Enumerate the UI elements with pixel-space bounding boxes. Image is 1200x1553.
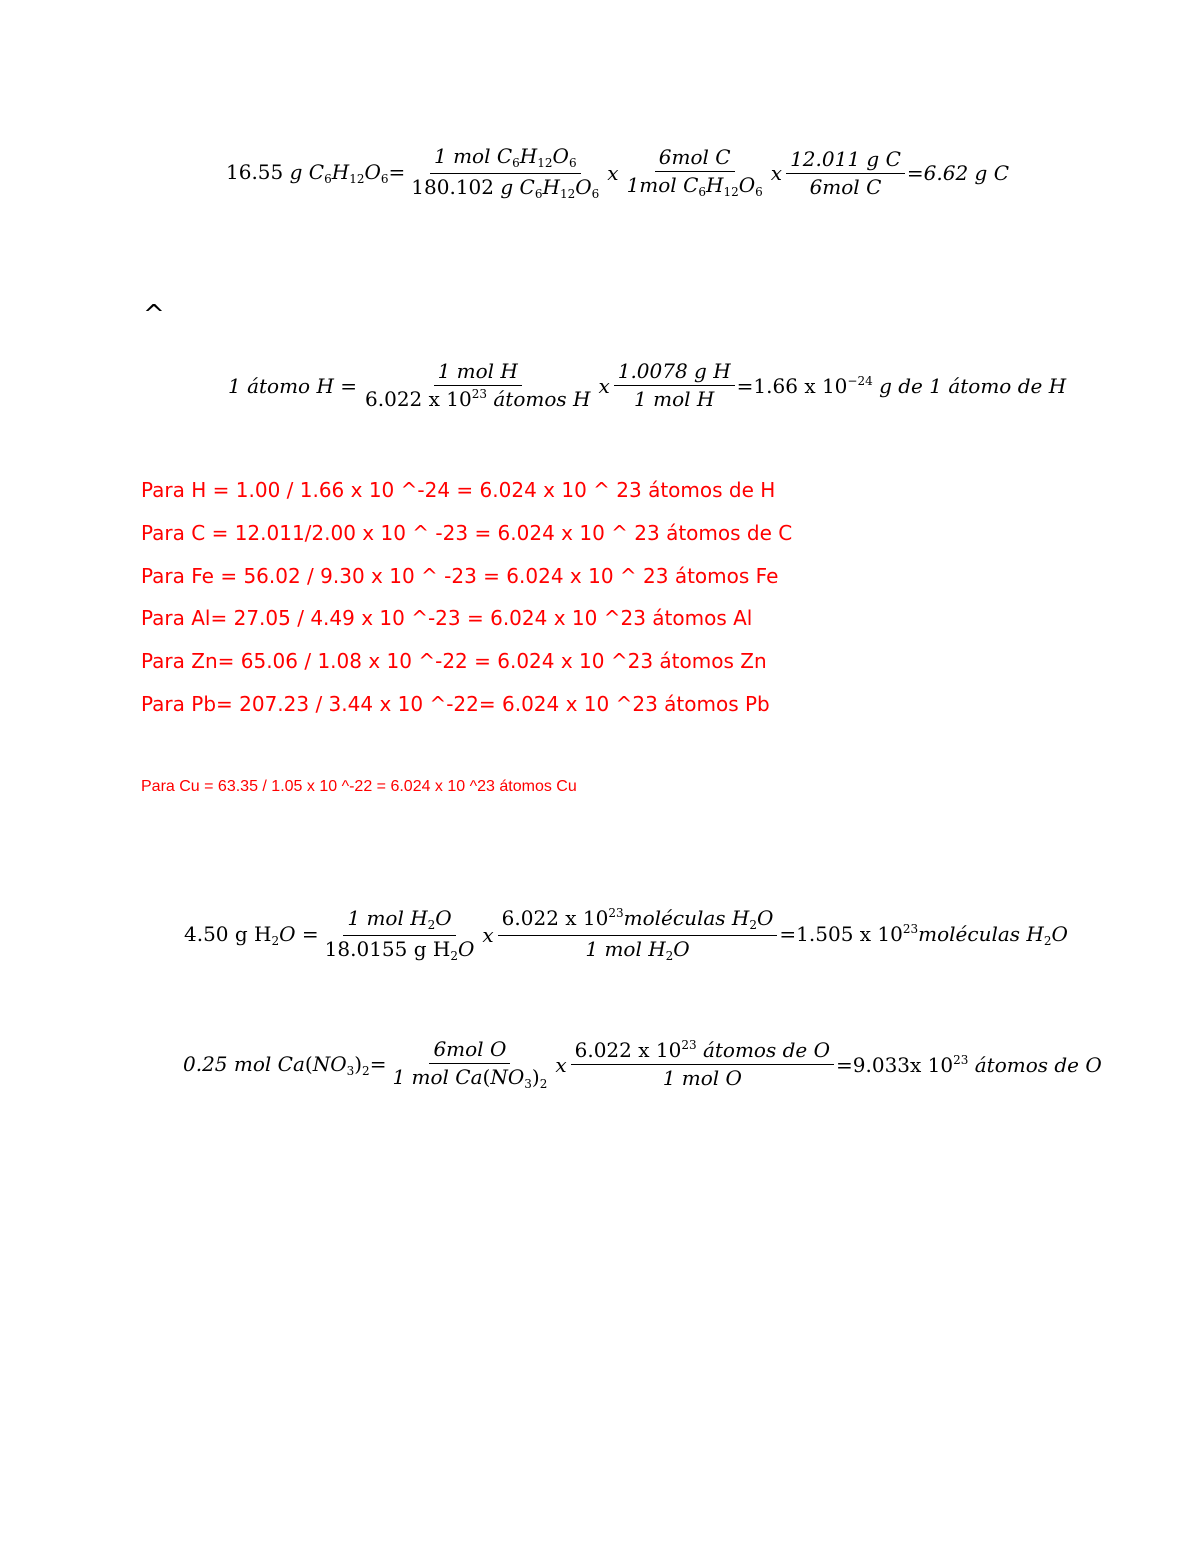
red-line-copper: Para Cu = 63.35 / 1.05 x 10 ^-22 = 6.024 x 10 ^23 átomos Cu	[141, 778, 577, 795]
eq2-times: x	[598, 373, 610, 398]
eq4-fraction-avogadro: $\frac{6.022 x 10^{23} átomos de O}{\text{1 mol O}}$	[571, 1039, 834, 1090]
eq4-result: =9.033x $10^{23}$ átomos de O	[836, 1052, 1102, 1077]
eq2-fraction-hydrogen-mass: $\frac{\text{1.0078 g H}}{\text{1 mol H}}$	[614, 360, 735, 411]
eq1-fraction-molar-mass: $\frac{1 mol C_6H_{12}O_6}{180.102 g C_6H_{12}O_6}$	[411, 144, 600, 201]
red-line-lead: Para Pb= 207.23 / 3.44 x 10 ^-22= 6.024 x 10 ^23 átomos Pb	[141, 692, 770, 716]
eq3-fraction-avogadro: $\frac{6.022 x 10^{23}moléculas H_2O}{1 mol H_2O}$	[498, 907, 778, 964]
equation-glucose-carbon-mass	[226, 145, 1009, 202]
equation-hydrogen-atom-mass	[228, 360, 1066, 411]
eq3-result: =1.505 x $10^{23}moléculas$ $H_2O$	[779, 922, 1068, 949]
eq1-times-1: x	[607, 161, 619, 186]
eq4-times: x	[555, 1052, 567, 1077]
red-line-zinc: Para Zn= 65.06 / 1.08 x 10 ^-22 = 6.024 x 10 ^23 átomos Zn	[141, 649, 767, 673]
eq4-fraction-mole-ratio: $\frac{\text{6mol O}}{1 mol Ca(NO_3)_2}$	[392, 1037, 548, 1091]
equation-calcium-nitrate-oxygen	[183, 1038, 1102, 1092]
eq1-lhs: 16.55 g $C_6H_{12}O_6=$	[226, 160, 406, 187]
eq3-times: x	[482, 923, 494, 948]
eq2-result: =1.66 x $10^{-24}$ g de 1 átomo de H	[736, 373, 1067, 398]
red-line-iron: Para Fe = 56.02 / 9.30 x 10 ^ -23 = 6.024 x 10 ^ 23 átomos Fe	[141, 564, 779, 588]
eq3-fraction-molar-mass: $\frac{1 mol H_2O}{18.0155 g H_2O}$	[324, 906, 475, 963]
eq2-fraction-avogadro: $\frac{\text{1 mol H}}{6.022 x 10^{23} átomos H}$	[365, 359, 591, 411]
caret-symbol: ^	[143, 300, 165, 330]
red-line-carbon: Para C = 12.011/2.00 x 10 ^ -23 = 6.024 x 10 ^ 23 átomos de C	[141, 521, 793, 545]
equation-water-molecules	[184, 907, 1068, 964]
eq2-lhs: 1 átomo H =	[228, 373, 358, 398]
red-line-aluminum: Para Al= 27.05 / 4.49 x 10 ^-23 = 6.024 x 10 ^23 átomos Al	[141, 606, 753, 630]
red-line-hydrogen: Para H = 1.00 / 1.66 x 10 ^-24 = 6.024 x 10 ^ 23 átomos de H	[141, 478, 776, 502]
eq4-lhs: 0.25 mol $Ca(NO_3)_2=$	[183, 1051, 387, 1078]
eq1-fraction-mole-ratio: $\frac{\text{6mol C}}{1mol C_6H_{12}O_6}$	[626, 145, 763, 200]
eq1-fraction-carbon-mass: $\frac{\text{12.011 g C}}{\text{6mol C}}$	[786, 148, 905, 199]
eq3-lhs: 4.50 g $H_2O$ =	[184, 922, 319, 949]
eq1-times-2: x	[770, 161, 783, 186]
eq1-result: =6.62 g C	[906, 161, 1009, 186]
